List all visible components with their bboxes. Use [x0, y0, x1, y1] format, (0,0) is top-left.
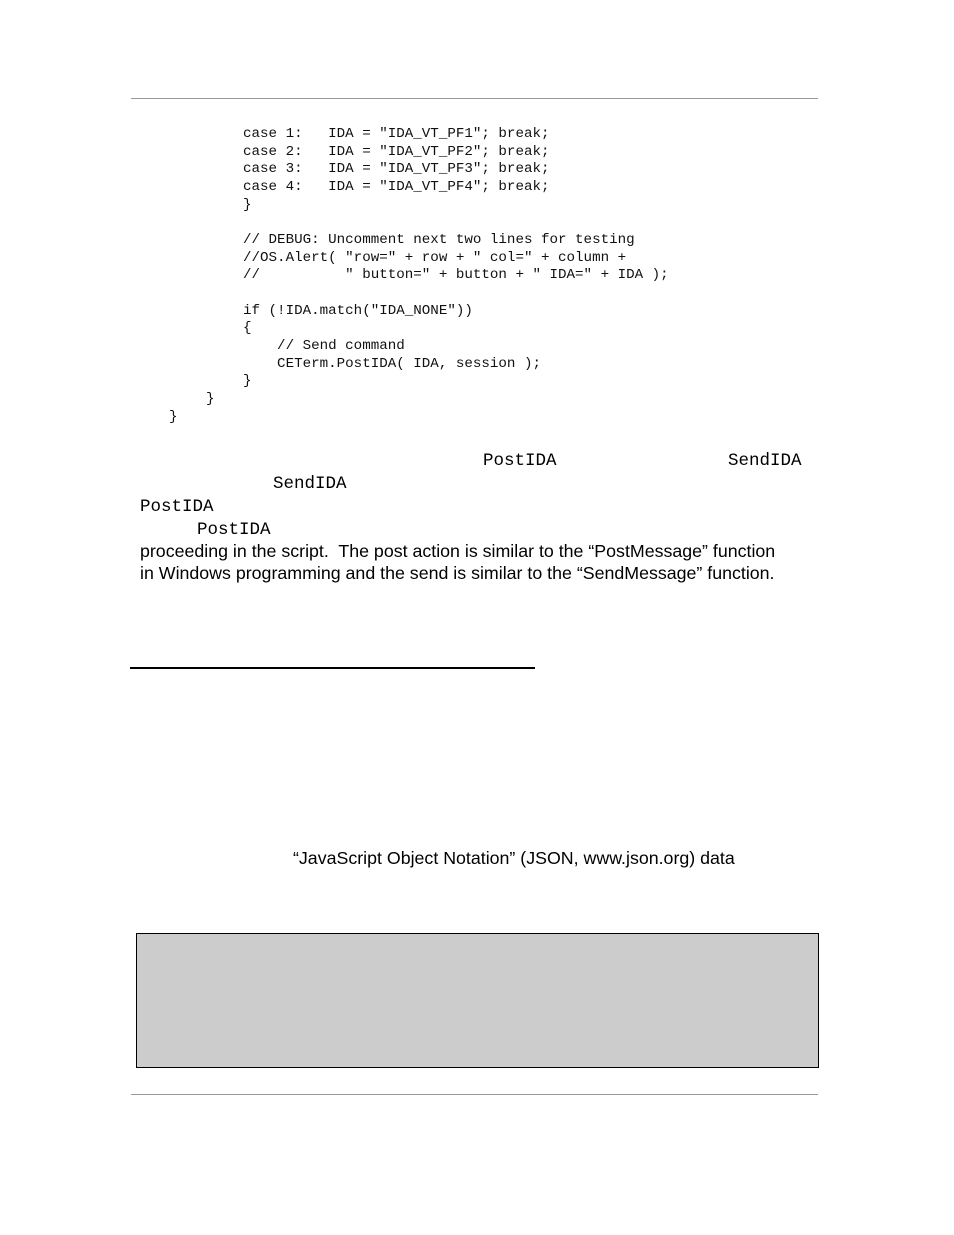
code-term: PostIDA — [197, 520, 271, 540]
code-line: case 3: IDA = "IDA_VT_PF3"; break; — [243, 161, 550, 177]
code-term: PostIDA — [140, 497, 214, 517]
footer-rule — [131, 1094, 818, 1095]
code-line: } — [243, 197, 252, 213]
code-term: SendIDA — [728, 451, 802, 471]
code-line: if (!IDA.match("IDA_NONE")) — [243, 303, 473, 319]
code-line: case 2: IDA = "IDA_VT_PF2"; break; — [243, 144, 550, 160]
code-line: { — [243, 320, 252, 336]
code-line: } — [169, 409, 178, 425]
code-term: SendIDA — [273, 474, 347, 494]
code-line: CETerm.PostIDA( IDA, session ); — [243, 356, 541, 372]
paragraph-line: proceeding in the script. The post action is similar to the “PostMessage” function — [140, 541, 776, 561]
paragraph-line: in Windows programming and the send is similar to the “SendMessage” function. — [140, 563, 775, 583]
code-line: case 1: IDA = "IDA_VT_PF1"; break; — [243, 126, 550, 142]
code-line: } — [243, 373, 252, 389]
code-line: //OS.Alert( "row=" + row + " col=" + column + — [243, 250, 627, 266]
code-line: } — [206, 391, 215, 407]
code-line: // Send command — [243, 338, 405, 354]
code-line: case 4: IDA = "IDA_VT_PF4"; break; — [243, 179, 550, 195]
note-box — [136, 933, 819, 1068]
section-heading-rule — [130, 667, 535, 669]
json-description: “JavaScript Object Notation” (JSON, www.json.org) data — [293, 848, 735, 868]
code-term: PostIDA — [483, 451, 557, 471]
code-line: // " button=" + button + " IDA=" + IDA ); — [243, 267, 669, 283]
header-rule — [131, 98, 818, 99]
code-line: // DEBUG: Uncomment next two lines for testing — [243, 232, 635, 248]
